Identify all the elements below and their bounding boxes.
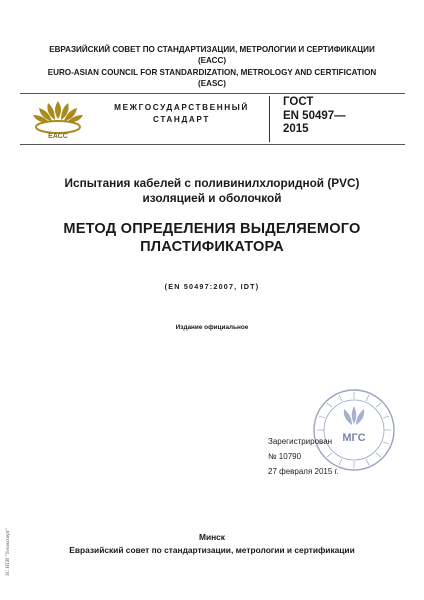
registration-number: № 10790 [268,452,302,461]
standard-type-line1: МЕЖГОСУДАРСТВЕННЫЙ [114,103,249,112]
registration-label: Зарегистрирован [268,437,333,446]
footer-city: Минск [198,532,226,542]
gost-line2: EN 50497— [283,109,346,122]
council-name-ru: ЕВРАЗИЙСКИЙ СОВЕТ ПО СТАНДАРТИЗАЦИИ, МЕТРОЛОГИИ И СЕРТИФИКАЦИИ [49,45,375,54]
gost-line3: 2015 [283,123,309,135]
gost-line1: ГОСТ [283,96,314,108]
subtitle-line1: Испытания кабелей с поливинилхлоридной (PVC) [64,176,360,190]
edition-label: Издание официальное [175,324,249,331]
footer [20,531,404,556]
registration-date: 27 февраля 2015 г. [268,467,339,476]
logo-text: ЕАСС [48,133,68,140]
subtitle-line2: изоляцией и оболочкой [142,191,282,205]
standard-type [104,102,259,126]
title-line2: ПЛАСТИФИКАТОРА [140,238,284,255]
header-divider [269,96,270,142]
registration-block [268,434,339,479]
document-title [20,221,404,256]
gost-designation [283,96,346,137]
footer-publisher: Евразийский совет по стандартизации, метрологии и сертификации [69,544,355,555]
easc-logo-icon [28,97,88,140]
standard-type-line2: СТАНДАРТ [153,115,210,124]
council-abbr-en: (EASC) [198,78,226,88]
council-header [20,44,404,89]
document-subtitle [20,176,404,206]
bottom-rule [20,144,405,145]
council-abbr-ru: (ЕАСС) [197,56,227,66]
side-watermark: ЗС НТИ "Техэксперт" [5,527,11,576]
title-line1: МЕТОД ОПРЕДЕЛЕНИЯ ВЫДЕЛЯЕМОГО [63,221,361,237]
stamp-text: МГС [342,432,366,444]
council-name-en: EURO-ASIAN COUNCIL FOR STANDARDIZATION, METROLOGY AND CERTIFICATION [47,67,377,77]
top-rule [20,93,405,94]
equivalence-note: (EN 50497:2007, IDT) [164,282,260,291]
